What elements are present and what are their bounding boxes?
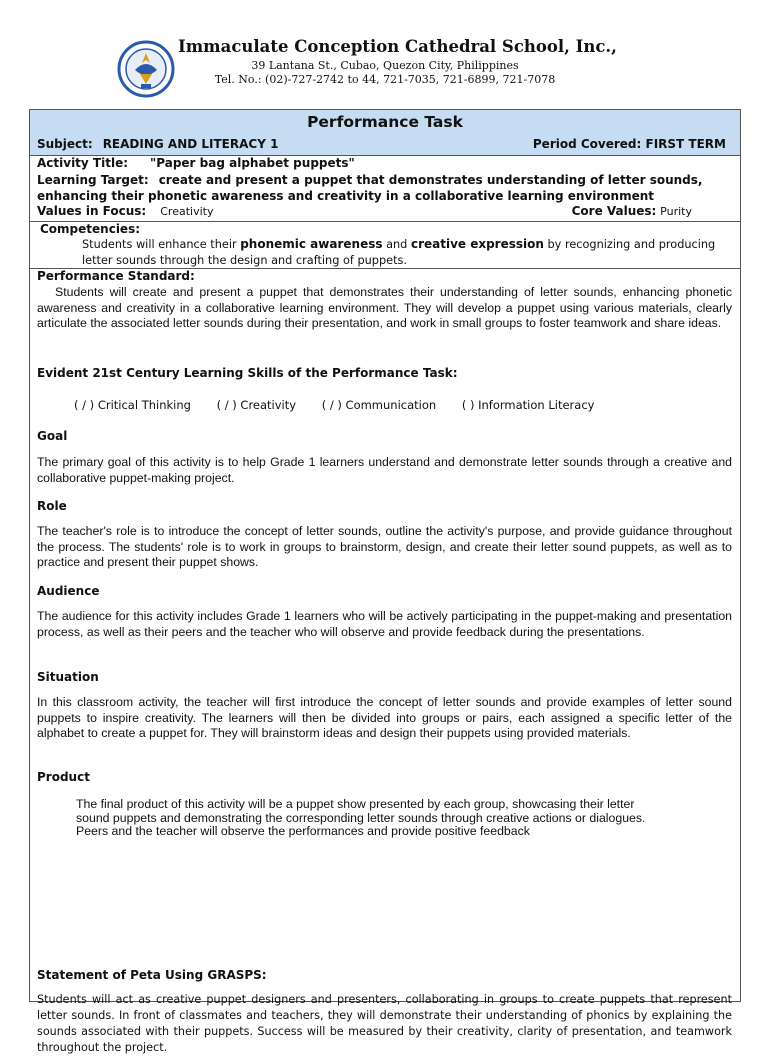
school-telephone: Tel. No.: (02)-727-2742 to 44, 721-7035, 721-6899, 721-7078 [214, 73, 556, 86]
skill-communication: ( / ) Communication [321, 398, 437, 412]
school-header [0, 0, 768, 104]
period-field [533, 137, 726, 151]
role-text: The teacher's role is to introduce the concept of letter sounds, outline the activity's purpose, and provide guidance throughout the process. The students' role is to work in groups to brainstorm, design, and create their letter sound puppets, as well as to practice and present their puppet shows. [37, 524, 732, 570]
skill-critical-thinking: ( / ) Critical Thinking [74, 398, 191, 412]
competencies-post: by recognizing and producing letter sounds through the design and crafting of puppets. [82, 238, 716, 267]
learning-target-field [37, 172, 737, 204]
performance-standard-heading: Performance Standard: [37, 269, 195, 283]
competencies-label: Competencies: [40, 222, 141, 236]
period-label: Period Covered: [532, 137, 642, 151]
values-in-focus-field [37, 204, 213, 218]
subject-value: READING AND LITERACY 1 [102, 137, 279, 151]
period-value: FIRST TERM [645, 137, 726, 151]
skill-information-literacy: ( ) Information Literacy [461, 398, 595, 412]
audience-heading: Audience [37, 584, 100, 598]
core-values-label: Core Values: [571, 204, 657, 218]
situation-heading: Situation [37, 670, 99, 684]
product-line-1: The final product of this activity will be a puppet show presented by each group, showcasing their letter [76, 797, 635, 811]
audience-text: The audience for this activity includes Grade 1 learners who will be actively participating in the puppet-making and presentation process, as well as their peers and the teacher who will observe and provide feedback during the presentations. [37, 609, 732, 639]
competencies-bold-1: phonemic awareness [240, 237, 383, 251]
values-in-focus-label: Values in Focus: [37, 204, 147, 218]
activity-info-row [30, 156, 740, 222]
product-heading: Product [37, 770, 90, 784]
core-values-field [572, 204, 692, 218]
grasps-heading: Statement of Peta Using GRASPS: [37, 968, 267, 982]
subject-field [37, 137, 278, 151]
product-line-2: sound puppets and demonstrating the corresponding letter sounds through creative actions or dialogues. [76, 810, 646, 825]
learning-target-label: Learning Target: [37, 173, 149, 187]
grasps-text: Students will act as creative puppet designers and presenters, collaborating in groups to create puppets that represent letter sounds. In front of classmates and teachers, they will demonstrate their understanding of phonics by explaining the sounds associated with their puppets. Success will be measured by their creativity, clarity of presentation, and teamwork throughout the project. [37, 993, 732, 1054]
situation-text: In this classroom activity, the teacher will first introduce the concept of letter sounds and provide examples of letter sound puppets to inspire creativity. The learners will then be divided into groups or pairs, each assigned a specific letter of the alphabet to create a puppet for. They will brainstorm ideas and design their puppets using provided materials. [37, 695, 732, 741]
competencies-row [30, 222, 740, 269]
competencies-bold-2: creative expression [410, 237, 544, 251]
activity-title-label: Activity Title: [37, 156, 129, 170]
product-text [76, 798, 736, 839]
skills-heading: Evident 21st Century Learning Skills of the Performance Task: [37, 366, 458, 380]
school-name: Immaculate Conception Cathedral School, Inc., [178, 37, 617, 56]
performance-task-document [29, 109, 741, 1054]
competencies-text [82, 236, 732, 269]
school-address: 39 Lantana St., Cubao, Quezon City, Philippines [251, 59, 519, 72]
learning-target-value: create and present a puppet that demonstrates understanding of letter sounds, enhancing their phonetic awareness and creativity in a collaborative learning environment [37, 173, 703, 203]
competencies-and: and [386, 238, 408, 251]
goal-heading: Goal [37, 429, 68, 443]
product-line-3: Peers and the teacher will observe the performances and provide positive feedback [76, 824, 530, 838]
competencies-pre: Students will enhance their [82, 238, 237, 251]
core-values-value: Purity [660, 205, 692, 218]
values-in-focus-value: Creativity [160, 205, 214, 218]
subject-label: Subject: [37, 137, 93, 151]
skills-list [74, 398, 616, 412]
role-heading: Role [37, 499, 67, 513]
activity-title-value: "Paper bag alphabet puppets" [150, 156, 355, 170]
activity-title-field [37, 156, 355, 170]
performance-standard-text: Students will create and present a puppet that demonstrates their understanding of letter sounds, enhancing phonetic awareness and creativity in a collaborative learning environment. They will develop a puppet using various materials, clearly articulate the associated letter sounds during their presentation, and work in small groups to foster teamwork and share ideas. [37, 285, 732, 331]
skill-creativity: ( / ) Creativity [216, 398, 297, 412]
title-bar [30, 110, 740, 156]
document-title: Performance Task [307, 113, 463, 131]
school-seal-icon [113, 40, 179, 98]
goal-text: The primary goal of this activity is to help Grade 1 learners understand and demonstrate letter sounds through a creative and collaborative puppet-making project. [37, 455, 732, 485]
